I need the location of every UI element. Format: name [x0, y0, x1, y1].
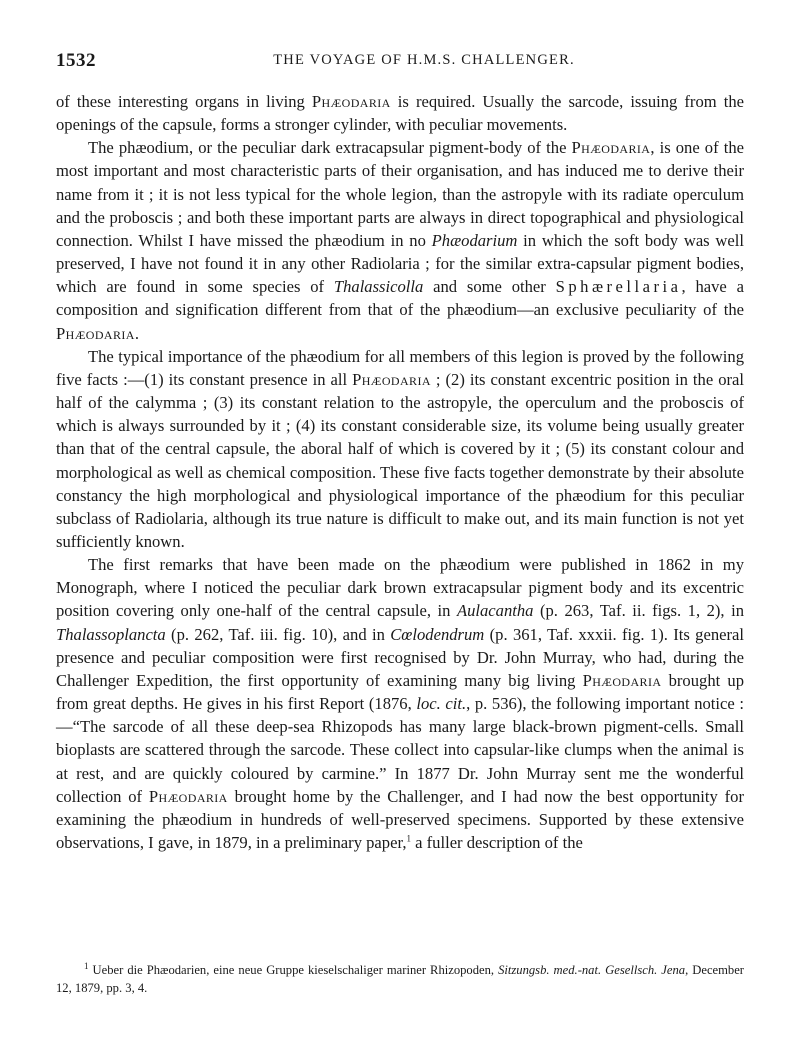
- paragraph-3: The typical importance of the phæodium for all members of this legion is proved by the following five facts :—(1) its constant presence in all Phæodaria ; (2) its constant excentric position in the oral half of the calymma ; (3) its constant relation to the astropyle, the operculum and the proboscis of which is always surrounded by it ; (4) its constant considerable size, its volume being usually greater than that of the central capsule, the aboral half of which is covered by it ; (5) its constant colour and morphological as well as chemical composition. These five facts together demonstrate by their absolute constancy the high morphological and physiological importance of the phæodium for this peculiar subclass of Radiolaria, although its true nature is difficult to make out, and its main function is not yet sufficiently known.: [56, 346, 744, 551]
- italic-term: Cœlodendrum: [390, 624, 485, 644]
- body-text: [56, 90, 744, 854]
- footnote: $^1$ Ueber die Phæodarien, eine neue Gruppe kieselschaliger mariner Rhizopoden, Sitzungsb. med.-nat. Gesellsch. Jena, December 12, 1879, pp. 3, 4.: [56, 960, 744, 995]
- footnote-reference[interactable]: 1: [406, 833, 411, 844]
- italic-term: Thalassoplancta: [56, 624, 166, 644]
- paragraph-1: of these interesting organs in living Phæodaria is required. Usually the sarcode, issuing from the openings of the capsule, forms a stronger cylinder, with peculiar movements.: [56, 92, 744, 135]
- spaced-term: Sphærellaria: [555, 277, 682, 297]
- italic-term: Thalassicolla: [333, 277, 424, 297]
- taxon-name: Phæodaria: [571, 138, 651, 158]
- journal-title: Sitzungsb. med.-nat. Gesellsch. Jena: [498, 963, 686, 977]
- taxon-name: Phæodaria: [352, 369, 431, 389]
- paragraph-4: The first remarks that have been made on the phæodium were published in 1862 in my Monograph, where I noticed the peculiar dark brown extracapsular pigment body and its excentric position covering only one-half of the central capsule, in Aulacantha (p. 263, Taf. ii. figs. 1, 2), in Thalassoplancta (p. 262, Taf. iii. fig. 10), and in Cœlodendrum (p. 361, Taf. xxxii. fig. 1). Its general presence and peculiar composition were first recognised by Dr. John Murray, who had, during the Challenger Expedition, the first opportunity of examining many big living Phæodaria brought up from great depths. He gives in his first Report (1876, loc. cit., p. 536), the following important notice :—“The sarcode of all these deep-sea Rhizopods has many large black-brown pigment-cells. Small bioplasts are scattered through the sarcode. These collect into capsular-like clumps when the animal is at rest, and are quickly coloured by carmine.” In 1877 Dr. John Murray sent me the wonderful collection of Phæodaria brought home by the Challenger, and I had now the best opportunity for examining the phæodium in hundreds of well-preserved specimens. Supported by these extensive observations, I gave, in 1879, in a preliminary paper,$^1$ a fuller description of the: [56, 555, 745, 852]
- italic-term: loc. cit.: [416, 694, 467, 714]
- footnote-marker: 1: [84, 960, 89, 971]
- taxon-name: Phæodaria: [582, 670, 662, 690]
- taxon-name: Phæodaria: [56, 323, 135, 343]
- italic-term: Aulacantha: [456, 601, 534, 621]
- taxon-name: Phæodaria: [311, 92, 391, 111]
- page-number: 1532: [56, 50, 96, 71]
- running-title: THE VOYAGE OF H.M.S. CHALLENGER.: [273, 52, 575, 68]
- italic-term: Phæodarium: [431, 230, 518, 250]
- paragraph-2: The phæodium, or the peculiar dark extracapsular pigment-body of the Phæodaria, is one of the most important and most characteristic parts of their organisation, and has induced me to derive their name from it ; it is not less typical for the whole legion, than the astropyle with its radiate operculum and the proboscis ; and both these important parts are always in direct topographical and physiological connection. Whilst I have missed the phæodium in no Phæodarium in which the soft body was well preserved, I have not found it in any other Radiolaria ; for the similar extra-capsular pigment bodies, which are found in some species of Thalassicolla and some other Sphærellaria, have a composition and signification different from that of the phæodium—an exclusive peculiarity of the Phæodaria.: [56, 138, 744, 343]
- page-header: [56, 50, 744, 74]
- taxon-name: Phæodaria: [148, 786, 228, 806]
